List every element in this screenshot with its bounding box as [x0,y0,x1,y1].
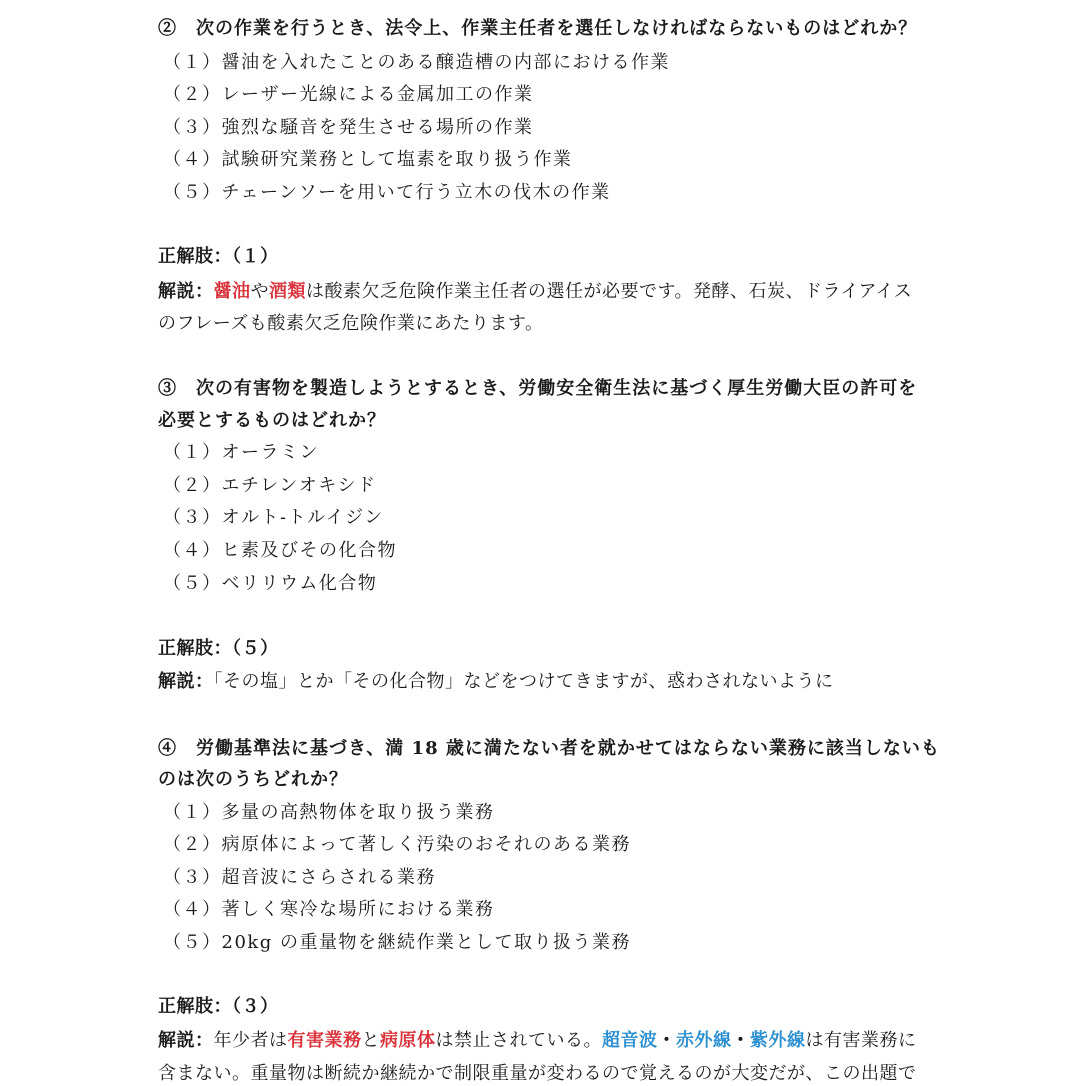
q4-explanation-line2: 含まない。重量物は断続か継続かで制限重量が変わるので覚えるのが大変だが、この出題で [158,1063,917,1084]
q3-option-1: （１）オーラミン [163,442,319,463]
q2-option-2: （２）レーザー光線による金属加工の作業 [163,84,534,105]
q2-stem: ② 次の作業を行うとき、法令上、作業主任者を選任しなければならないものはどれか？ [158,18,918,39]
q3-explanation [158,670,834,694]
q4-explanation-label: 解説： [158,1030,214,1051]
q4-exp-text-1: 年少者は [213,1030,288,1051]
q4-stem-line1: ④ 労働基準法に基づき、満 18 歳に満たない者を就かせてはならない業務に該当しないも [158,738,940,759]
q4-exp-text-2: と [361,1030,380,1051]
q4-highlight-harmful-work: 有害業務 [287,1030,362,1051]
q4-highlight-ultraviolet: 紫外線 [750,1030,806,1051]
q4-stem-line2: のは次のうちどれか？ [158,769,348,790]
q2-highlight-liquor: 酒類 [269,281,306,302]
q2-option-4: （４）試験研究業務として塩素を取り扱う作業 [163,149,573,170]
q3-option-3: （３）オルト-トルイジン [163,507,384,528]
q3-exp-text: 「その塩」とか「その化合物」などをつけてきますが、惑わされないように [213,671,834,692]
q4-exp-text-3: は禁止されている。 [435,1030,602,1051]
q3-option-2: （２）エチレンオキシド [163,475,377,496]
q3-stem-line1: ③ 次の有害物を製造しようとするとき、労働安全衛生法に基づく厚生労働大臣の許可を [158,378,918,399]
q3-explanation-label: 解説： [158,671,214,692]
q4-highlight-infrared: 赤外線 [676,1030,732,1051]
q4-highlight-pathogen: 病原体 [380,1030,436,1051]
q3-option-5: （５）ベリリウム化合物 [163,573,378,594]
q4-exp-text-4: は有害業務に [805,1030,917,1051]
q4-option-2: （２）病原体によって著しく汚染のおそれのある業務 [163,834,631,855]
q2-explanation-line1 [158,280,912,304]
q2-exp-text-1: や [250,281,269,302]
q4-option-4: （４）著しく寒冷な場所における業務 [163,899,495,920]
q2-explanation-label: 解説： [158,281,214,302]
q2-explanation-line2: のフレーズも酸素欠乏危険作業にあたります。 [158,313,544,334]
q4-answer: 正解肢：（３） [158,996,279,1017]
q2-option-1: （１）醤油を入れたことのある醸造槽の内部における作業 [163,52,670,73]
q3-stem-line2: 必要とするものはどれか？ [158,410,386,431]
q2-option-3: （３）強烈な騒音を発生させる場所の作業 [163,117,534,138]
q4-option-5: （５）20kg の重量物を継続作業として取り扱う業務 [163,932,632,953]
q4-highlight-ultrasound: 超音波 [602,1030,658,1051]
q4-separator-2: ・ [731,1030,750,1051]
q4-option-3: （３）超音波にさらされる業務 [163,867,436,888]
q4-separator-1: ・ [657,1030,676,1051]
q2-answer: 正解肢：（１） [158,246,279,267]
q2-exp-text-2: は酸素欠乏危険作業主任者の選任が必要です。発酵、石炭、ドライアイス [306,281,913,302]
q3-answer: 正解肢：（５） [158,638,279,659]
q3-option-4: （４）ヒ素及びその化合物 [163,540,397,561]
q2-option-5: （５）チェーンソーを用いて行う立木の伐木の作業 [163,182,611,203]
q4-option-1: （１）多量の高熱物体を取り扱う業務 [163,802,495,823]
q4-explanation-line1 [158,1029,917,1053]
q2-highlight-soy-sauce: 醤油 [213,281,251,302]
